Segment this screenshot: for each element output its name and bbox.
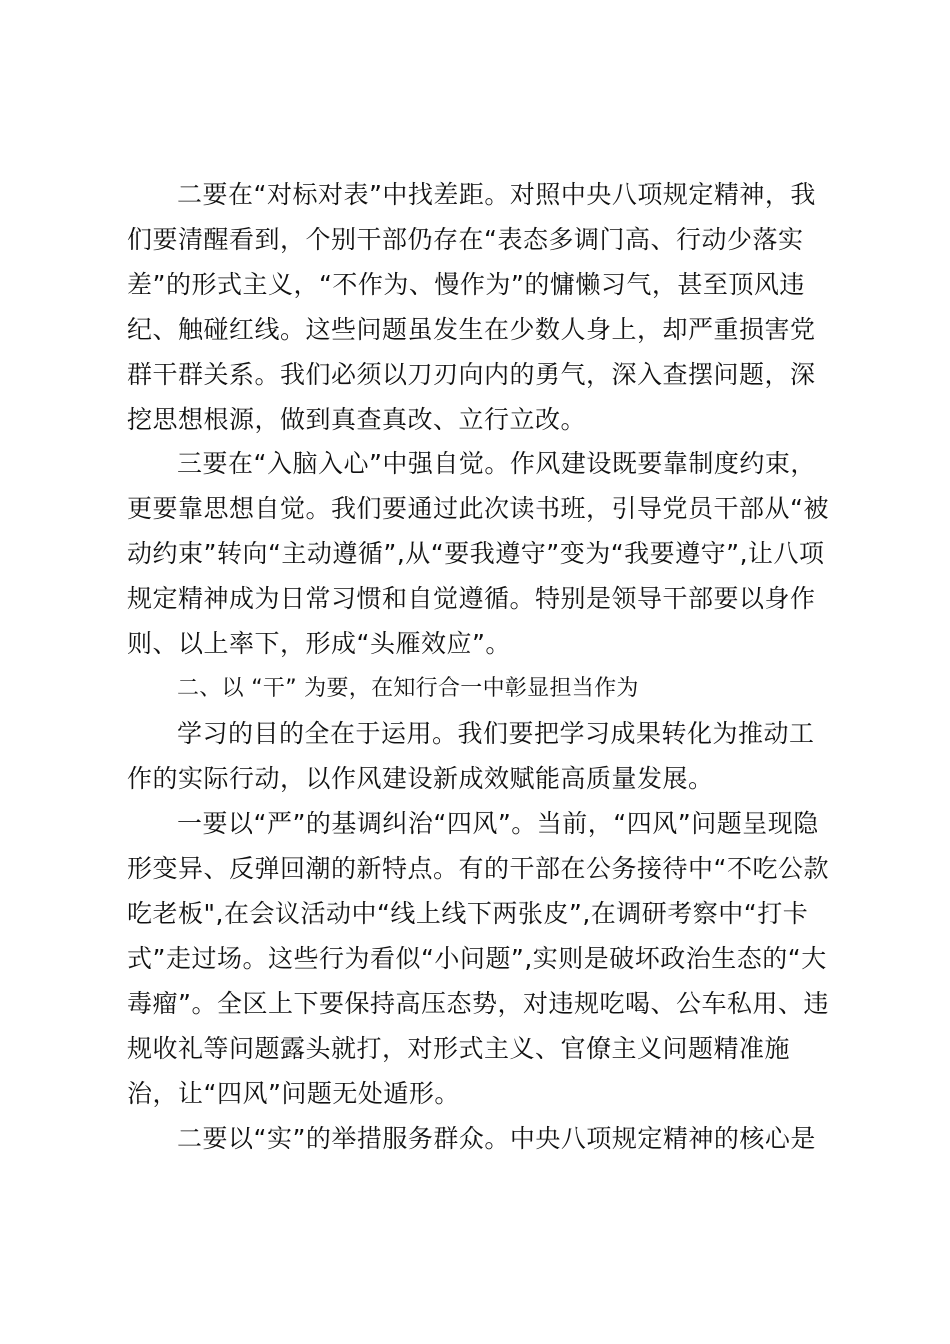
paragraph-line: 三要在“入脑入心”中强自觉。作风建设既要靠制度约束，: [177, 449, 816, 478]
paragraph-line: 二要在“对标对表”中找差距。对照中央八项规定精神，我: [177, 180, 816, 209]
paragraph-line: 差”的形式主义，“不作为、慢作为”的慵懒习气，甚至顶风违: [127, 270, 805, 299]
paragraph-line: 治，让“四风”问题无处遁形。: [127, 1079, 460, 1108]
paragraph-line: 规定精神成为日常习惯和自觉遵循。特别是领导干部要以身作: [127, 584, 816, 613]
paragraph-line: 毒瘤”。全区上下要保持高压态势，对违规吃喝、公车私用、违: [127, 989, 829, 1018]
paragraph-line: 挖思想根源，做到真查真改、立行立改。: [127, 405, 587, 434]
paragraph-line: 们要清醒看到，个别干部仍存在“表态多调门高、行动少落实: [127, 225, 804, 254]
paragraph-line: 更要靠思想自觉。我们要通过此次读书班，引导党员干部从“被: [127, 494, 829, 523]
paragraph-line: 则、以上率下，形成“头雁效应”。: [127, 629, 511, 658]
paragraph-line: 式”走过场。这些行为看似“小问题”,实则是破坏政治生态的“大: [127, 944, 827, 973]
paragraph-line: 群干群关系。我们必须以刀刃向内的勇气，深入查摆问题，深: [127, 360, 816, 389]
paragraph-line: 规收礼等问题露头就打，对形式主义、官僚主义问题精准施: [127, 1034, 791, 1063]
paragraph-line: 作的实际行动，以作风建设新成效赋能高质量发展。: [127, 764, 714, 793]
section-heading: 二、以 “干” 为要，在知行合一中彰显担当作为: [177, 676, 639, 701]
paragraph-line: 学习的目的全在于运用。我们要把学习成果转化为推动工: [177, 719, 815, 748]
paragraph-line: 动约束”转向“主动遵循”,从“要我遵守”变为“我要遵守”,让八项: [127, 539, 825, 568]
paragraph-line: 吃老板",在会议活动中“线上线下两张皮”,在调研考察中“打卡: [127, 899, 809, 928]
paragraph-line: 纪、触碰红线。这些问题虽发生在少数人身上，却严重损害党: [127, 315, 816, 344]
paragraph-line: 一要以“严”的基调纠治“四风”。当前，“四风”问题呈现隐: [177, 809, 819, 838]
paragraph-line: 形变异、反弹回潮的新特点。有的干部在公务接待中“不吃公款: [127, 854, 829, 883]
paragraph-line: 二要以“实”的举措服务群众。中央八项规定精神的核心是: [177, 1124, 816, 1153]
